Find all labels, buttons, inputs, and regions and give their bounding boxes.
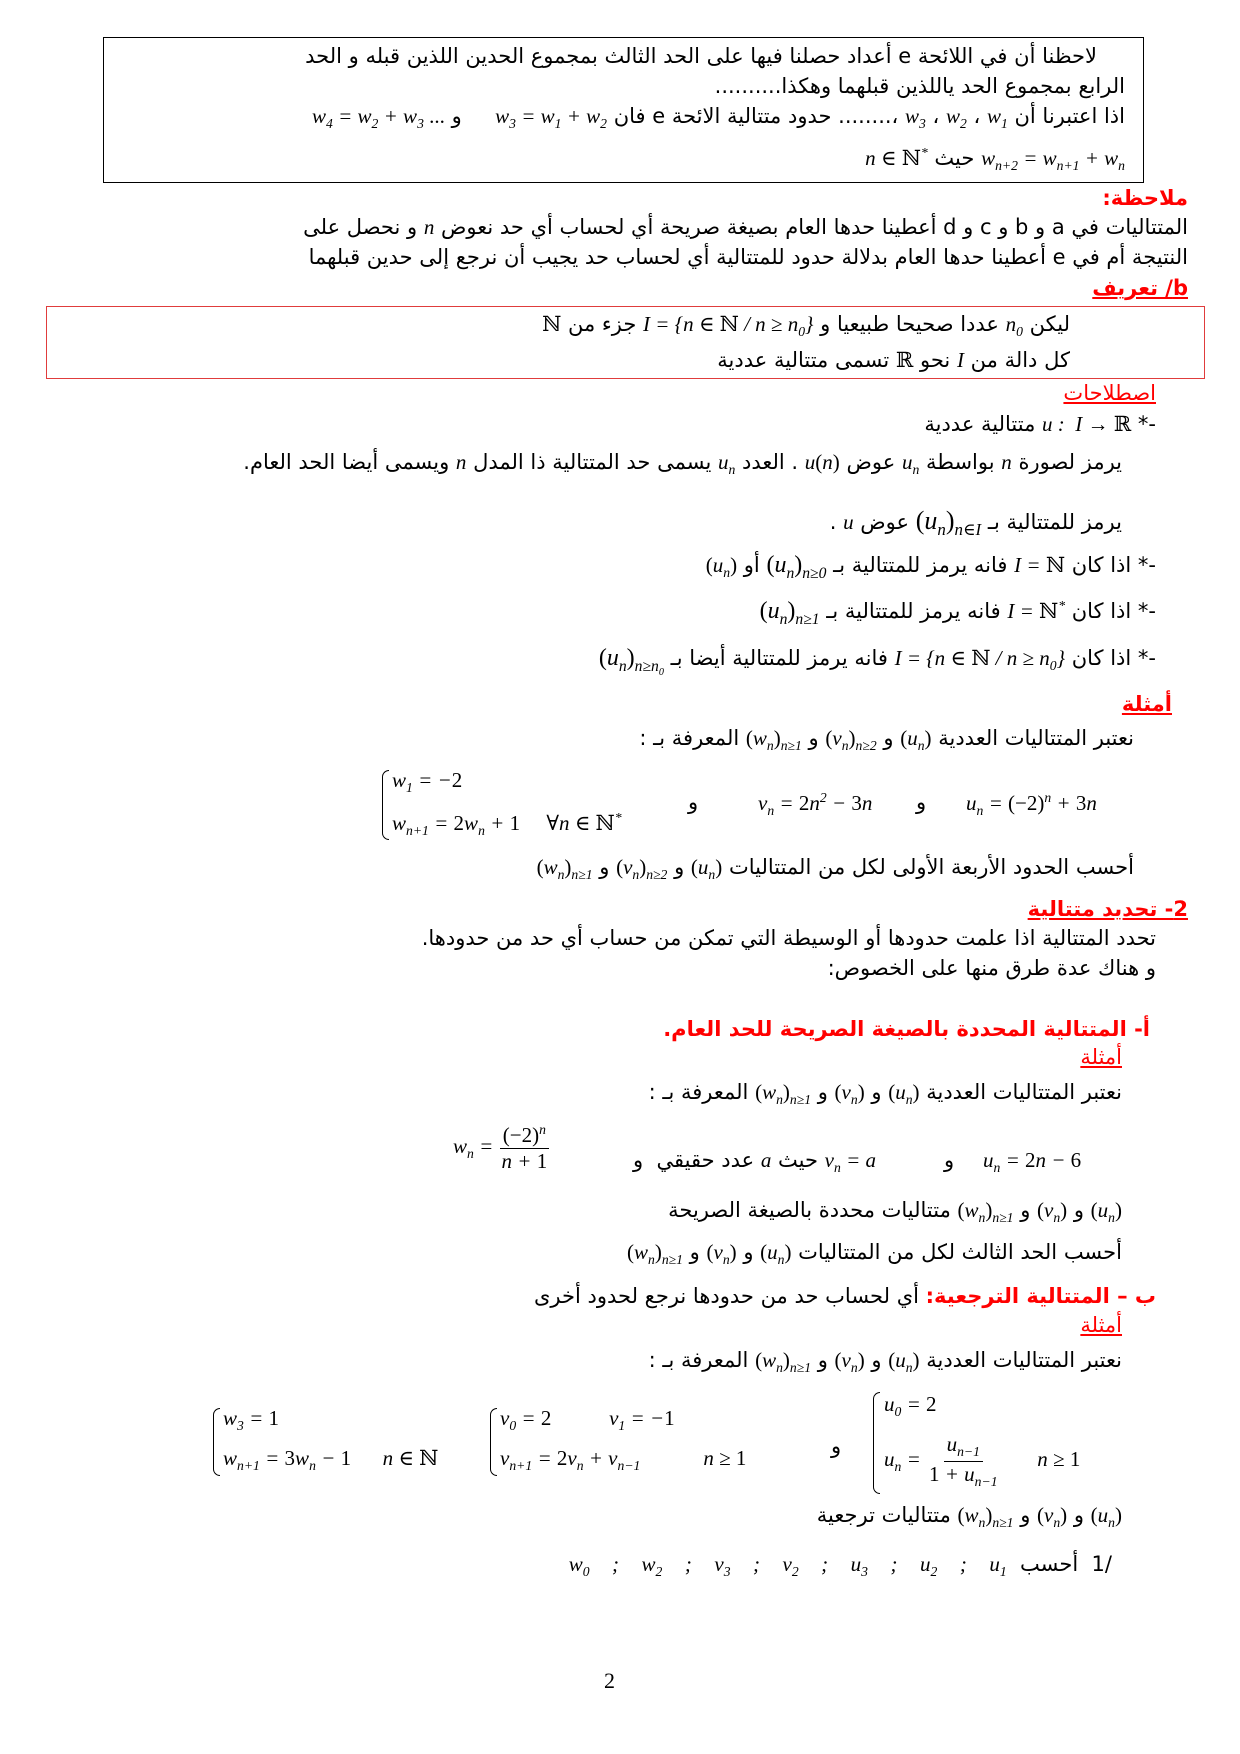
intro-line-1: لاحظنا أن في اللائحة e أعداد حصلنا فيها على الحد الثالث بمجموع الحدين اللذين قبله و الحد: [305, 44, 1097, 68]
brace-v-system: [490, 1408, 497, 1476]
part-a-task: أحسب الحد الثالث لكل من المتتاليات $(u_n)$ و $(v_n)$ و $(w_n)_{n\ge 1}$: [627, 1240, 1122, 1268]
intro-line-4: $w_{n+2} = w_{n+1} + w_n$ حيث n ∈ ℕ*: [865, 145, 1125, 174]
definition-line-2: كل دالة من I نحو ℝ تسمى متتالية عددية: [717, 348, 1070, 372]
part-b-task: /1 أحسب $w_0$ ; $w_2$ ; $v_3$ ; $v_2$ ; $u_3$ ; $u_2$ ; $u_1$: [568, 1552, 1112, 1580]
v-system-line-1: $v_0 = 2$ $v_1 = -1$: [500, 1406, 675, 1434]
examples-1-task: أحسب الحدود الأربعة الأولى لكل من المتتاليات $(u_n)$ و $(v_n)_{n\ge 2}$ و $(w_n)_{n\ge 1}$: [536, 855, 1134, 883]
terms-title: اصطلاحات: [1063, 381, 1156, 405]
brace-w-system: [382, 770, 389, 840]
u-n-formula: $u_n = (-2)^n + 3n$: [966, 790, 1097, 819]
remark-line-1: المتتاليات في a و b و c و d أعطينا حدها العام بصيغة صريحة أي لحساب أي حد نعوض n و نحصل على: [303, 215, 1188, 239]
part-a-title: أ- المتتالية المحددة بالصيغة الصريحة للحد العام.: [663, 1017, 1150, 1041]
w-rec-line-1: $w_3 = 1$: [223, 1406, 280, 1434]
examples-1-title: أمثلة: [1121, 692, 1172, 716]
part-b-and: و: [831, 1434, 842, 1458]
intro-line-2: الرابع بمجموع الحد ياللذين قبلهما وهكذا..........: [714, 74, 1125, 98]
definition-line-1: ليكن $n_0$ عددا صحيحا طبيعيا و I = {n ∈ ℕ / $n \ge n_0$} جزء من ℕ: [542, 312, 1070, 340]
remark-line-2: النتيجة أم في e أعطينا حدها العام بدلالة حدود للمتتالية أي لحساب حد يجيب أن نرجع إلى حدين قبلهما: [308, 245, 1188, 269]
v-system-line-2: $v_{n+1} = 2v_n + v_{n-1}$ n ≥ 1: [500, 1446, 747, 1474]
part-b-intro: نعتبر المتتاليات العددية $(u_n)$ و $(v_n)$ و $(w_n)_{n\ge 1}$ المعرفة بـ :: [648, 1348, 1122, 1376]
and-2: و: [688, 790, 699, 814]
part-a-and-1: و: [944, 1148, 955, 1172]
definition-title: b/ تعريف: [1092, 276, 1188, 300]
remark-title: ملاحظة:: [1102, 186, 1188, 210]
part-b-recurrent: $(u_n)$ و $(v_n)$ و $(w_n)_{n\ge 1}$ متتاليات ترجعية: [816, 1503, 1122, 1531]
examples-1-intro: نعتبر المتتاليات العددية $(u_n)$ و $(v_n)_{n\ge 2}$ و $(w_n)_{n\ge 1}$ المعرفة بـ :: [639, 726, 1134, 754]
brace-w-rec-system: [213, 1408, 220, 1476]
intro-line-3: اذا اعتبرنا أن $w_1$ ، $w_2$ ، $w_3$ ،........ حدود متتالية الائحة e فان $w_3 = w_1 + w_2$ و $w_4 = w_2 + w_3$ ...: [312, 104, 1125, 132]
and-1: و: [916, 790, 927, 814]
section-2-line-1: تحدد المتتالية اذا علمت حدودها أو الوسيطة التي تمكن من حساب أي حد من حدودها.: [421, 926, 1156, 950]
terms-item-4: -* اذا كان I = ℕ فانه يرمز للمتتالية بـ $(u_n)_{n\ge 0}$ أو $(u_n)$: [705, 552, 1156, 582]
terms-item-3: يرمز للمتتالية بـ $(u_n)_{n\in I}$ عوض u .: [829, 506, 1122, 540]
u-system-line-2: $u_n$ = $\frac{u_{n-1}}{1 + u_{n-1}}$ n ≥ 1: [884, 1432, 1081, 1489]
terms-item-2: يرمز لصورة n بواسطة $u_n$ عوض u(n) . العدد $u_n$ يسمى حد المتتالية ذا المدل n ويسمى أيضا الحد العام.: [243, 450, 1122, 478]
section-2-line-2: و هناك عدة طرق منها على الخصوص:: [827, 956, 1156, 980]
part-a-explicit: $(u_n)$ و $(v_n)$ و $(w_n)_{n\ge 1}$ متتاليات محددة بالصيغة الصريحة: [668, 1198, 1122, 1226]
section-2-title: 2- تحديد متتالية: [1027, 897, 1188, 921]
u-system-line-1: $u_0 = 2$: [884, 1392, 937, 1420]
part-b-examples: أمثلة: [1080, 1313, 1122, 1337]
brace-u-system: [873, 1392, 880, 1494]
v-n-formula: $v_n = 2n^2 - 3n$: [758, 790, 873, 819]
page-number: 2: [604, 1668, 615, 1693]
part-a-examples: أمثلة: [1080, 1045, 1122, 1069]
part-b-header: ب – المتتالية الترجعية: أي لحساب حد من حدودها نرجع لحدود أخرى: [534, 1284, 1156, 1308]
part-a-w-formula: $w_n$ = $\frac{(-2)^n}{n + 1}$: [453, 1122, 548, 1174]
part-a-intro: نعتبر المتتاليات العددية $(u_n)$ و $(v_n)$ و $(w_n)_{n\ge 1}$ المعرفة بـ :: [648, 1080, 1122, 1108]
w-system-line-2: $w_{n+1} = 2w_n + 1$ ∀n ∈ ℕ*: [392, 810, 622, 839]
part-a-u-formula: $u_n = 2n - 6$: [983, 1148, 1082, 1176]
w-rec-line-2: $w_{n+1} = 3w_n - 1$ n ∈ ℕ: [223, 1446, 439, 1474]
terms-item-6: -* اذا كان I = {n ∈ ℕ / $n \ge n_0$} فانه يرمز للمتتالية أيضا بـ $(u_n)_{n\ge n_0}$: [598, 645, 1156, 678]
terms-item-1: -* u : I → ℝ متتالية عددية: [924, 412, 1156, 436]
terms-item-5: -* اذا كان I = ℕ* فانه يرمز للمتتالية بـ $(u_n)_{n\ge 1}$: [759, 598, 1156, 628]
w-system-line-1: $w_1 = -2$: [392, 768, 463, 796]
part-a-v-def: $v_n = a$ حيث a عدد حقيقي و: [633, 1148, 876, 1176]
